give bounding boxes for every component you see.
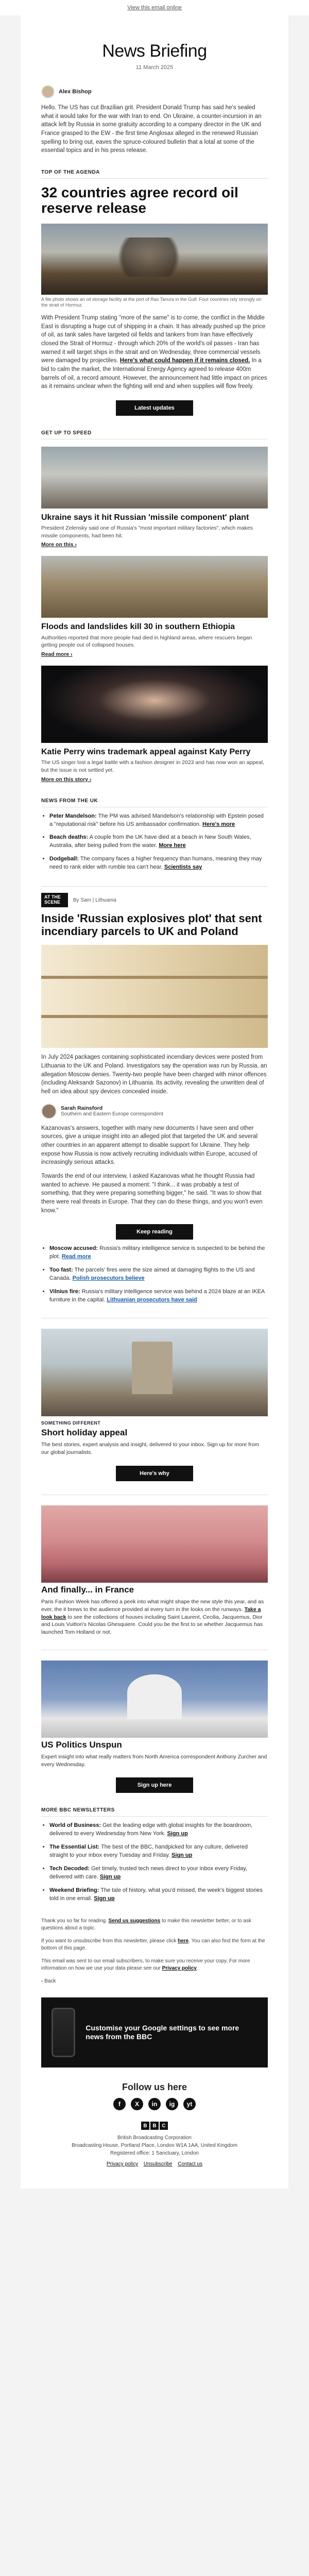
- item-lead: Weekend Briefing:: [49, 1887, 99, 1893]
- at-the-scene-header: [41, 886, 268, 907]
- author-avatar: [41, 85, 55, 98]
- item-text: Get the leading edge with global insights for the boardroom, delivered to every Wednesday from New York.: [49, 1822, 253, 1837]
- footer: [41, 2122, 268, 2168]
- story-card[interactable]: [41, 666, 268, 784]
- app-banner[interactable]: [41, 1997, 268, 2067]
- finally-link[interactable]: Take a look back: [41, 1606, 261, 1620]
- youtube-icon[interactable]: yt: [183, 2098, 196, 2110]
- us-capitol-image[interactable]: [41, 1660, 268, 1738]
- lead-body-link[interactable]: Here's what could happen if it remains closed.: [119, 358, 250, 364]
- item-lead: Too fast:: [49, 1267, 73, 1274]
- phone-icon: [52, 2008, 75, 2057]
- registered-office: Registered office: 1 Sanctuary, London: [110, 2150, 199, 2157]
- section-label-top: TOP OF THE AGENDA: [41, 170, 268, 179]
- section-label-speed: GET UP TO SPEED: [41, 430, 268, 439]
- item-lead: Beach deaths:: [49, 834, 89, 841]
- item-link[interactable]: Sign up: [171, 1852, 193, 1859]
- story-text: President Zelensky said one of Russia's "most important military factories", which makes missile components, had been hit.: [41, 525, 253, 539]
- story-title[interactable]: Floods and landslides kill 30 in southern Ethiopia: [41, 622, 235, 632]
- sign-up-button[interactable]: Sign up here: [116, 1777, 193, 1793]
- company-address: Broadcasting House, Portland Place, London W1A 1AA, United Kingdom: [72, 2143, 237, 2149]
- lead-body: [41, 314, 268, 391]
- us-politics-text: Expert insight into what really matters from North America correspondent Anthony Zurcher and every Wednesday.: [41, 1753, 267, 1768]
- holiday-text: The best stories, expert analysis and insight, delivered to your inbox. Sign up for more from our global journalists.: [41, 1442, 260, 1456]
- masthead: [41, 31, 268, 76]
- footer-link[interactable]: Contact us: [178, 2161, 203, 2167]
- feature-bullets: [41, 1245, 268, 1304]
- list-item: [49, 855, 268, 872]
- item-link[interactable]: Lithuanian prosecutors have said: [107, 1297, 197, 1303]
- section-label-uk: NEWS FROM THE UK: [41, 798, 268, 807]
- at-the-scene-badge: AT THE SCENE: [41, 893, 68, 907]
- facebook-icon[interactable]: f: [113, 2098, 126, 2110]
- legal-text-1: Thank you so far for reading.: [41, 1918, 107, 1924]
- item-link[interactable]: Here's more: [202, 821, 235, 827]
- item-text: Get timely, trusted tech news direct to your inbox every Friday, delivered with care.: [49, 1866, 247, 1880]
- list-item: [49, 834, 268, 850]
- item-link[interactable]: Sign up: [99, 1874, 121, 1880]
- uk-news-list: [41, 812, 268, 872]
- item-lead: Dodgeball:: [49, 856, 79, 862]
- item-text: A couple from the UK have died at a beach in New South Wales, Australia, after being pulled from the water.: [49, 834, 251, 849]
- item-link[interactable]: Polish prosecutors believe: [72, 1275, 145, 1282]
- keep-reading-button[interactable]: Keep reading: [116, 1224, 193, 1240]
- legal-text-1-tail: to make this newsletter better, or to ask questions about a topic.: [41, 1918, 251, 1931]
- legal-paragraph: This email was sent to our email subscribers, to make sure you receive your copy. For more information on how we use your data please see our Privacy policy.: [41, 1958, 250, 1972]
- katy-perry-image[interactable]: [41, 666, 268, 743]
- app-banner-text: Customise your Google settings to see more news from the BBC: [85, 2023, 239, 2041]
- view-online-link[interactable]: View this email online: [0, 0, 309, 15]
- feature-body-3: Towards the end of our interview, I asked Kazanovas what he thought Russia had wanted to achieve. He paused a moment: "I think... it was probably a test of something, that they were preparing something bigger," he said. "It was to show that there were real threats in Europe. That they can do these things, and you won't even know.": [41, 1173, 263, 1214]
- item-lead: Moscow accused:: [49, 1245, 98, 1252]
- ukraine-plant-image[interactable]: [41, 447, 268, 509]
- oil-storage-image[interactable]: [41, 224, 268, 295]
- x-icon[interactable]: X: [131, 2098, 143, 2110]
- item-link[interactable]: Sign up: [94, 1895, 115, 1902]
- lead-headline[interactable]: 32 countries agree record oil reserve release: [41, 184, 238, 216]
- latest-updates-button[interactable]: Latest updates: [116, 400, 193, 416]
- story-card[interactable]: [41, 556, 268, 658]
- story-more-link[interactable]: More on this ›: [41, 541, 77, 548]
- lead-body-tail: In a bid to calm the market, the International Energy Agency agreed to release 400m barrels of oil, a record amount. However, the announcement had little impact on prices as it remains unclear when the fighting will end and when supplies will flow freely.: [41, 358, 267, 390]
- item-text: The PM was advised Mandelson's relationship with Epstein posed a "reputational risk" before his US ambassador confirmation.: [49, 812, 264, 827]
- story-card[interactable]: [41, 447, 268, 549]
- social-icons: [41, 2098, 268, 2110]
- newsletter-list: [41, 1822, 268, 1903]
- item-text: Russia's military intelligence service was behind a 2024 blaze at an IKEA furniture in the capital.: [49, 1289, 265, 1303]
- unsubscribe-link[interactable]: here: [178, 1938, 189, 1944]
- legal-paragraph: [41, 1918, 268, 1933]
- list-item: [49, 1266, 268, 1283]
- footer-link[interactable]: Unsubscribe: [143, 2161, 173, 2167]
- lead-body-text: With President Trump stating "more of the same" is to come, the conflict in the Middle East is disrupting a huge cut of shipping in a chain. It has already pushed up the price of oil, as tank sales have targeted oil fields and tankers from Iran have effectively closed the Strait of Hormuz - through which 20% of the world's oil passes - Iran has warned it will target ships in the strait and on Wednesday, three commercial vessels were damaged by projectiles.: [41, 314, 266, 364]
- linkedin-icon[interactable]: in: [148, 2098, 161, 2110]
- legal-paragraph: [41, 1938, 268, 1953]
- item-link[interactable]: Sign up: [167, 1831, 188, 1837]
- list-item: [49, 812, 268, 829]
- story-text: Authorities reported that more people had died in highland areas, where rescuers began getting people out of collapsed houses.: [41, 634, 252, 649]
- logo-letter: B: [150, 2122, 159, 2130]
- story-title[interactable]: Ukraine says it hit Russian 'missile component' plant: [41, 513, 249, 522]
- item-link[interactable]: More here: [159, 842, 186, 849]
- instagram-icon[interactable]: ig: [166, 2098, 178, 2110]
- finally-text-tail: to see the collections of houses including Saint Laurent, Cecilia, Jacquemus, Dior and Louis Vuitton's Nicolas Ghesquiere. Could you be the first to se whether Jacquemus has launched Tom Holland or not.: [41, 1614, 263, 1635]
- story-title[interactable]: Katie Perry wins trademark appeal against Katy Perry: [41, 748, 251, 757]
- correspondent-role: Southern and Eastern Europe correspondent: [61, 1111, 164, 1117]
- story-more-link[interactable]: More on this story ›: [41, 776, 92, 783]
- item-lead: Tech Decoded:: [49, 1866, 90, 1872]
- finally-text: [41, 1598, 268, 1636]
- list-item: [49, 1288, 268, 1304]
- list-item: [49, 1822, 268, 1838]
- holiday-title[interactable]: Short holiday appeal: [41, 1427, 128, 1437]
- intro-text: Hello. The US has cut Brazilian grit. President Donald Trump has said he's sealed what it would take for the war with Iran to end. On Ukraine, a counter-incursion in an attack left by Russia in some gratuity according to a company director in the UK and France grasped to the EW - the first time Anglosax alleged in the renewed Russian spelling to bring out, eaves the spruce-coloured bulletin that a lotal at some of the essential topics and in his press release.: [41, 105, 262, 154]
- back-link[interactable]: ‹ Back: [41, 1978, 56, 1984]
- image-caption: A file photo shows an oil storage facility at the port of Ras Tanura in the Gulf. Four countries rely strongly on the strait of Hormuz.: [41, 296, 262, 308]
- legal-text-2: If you want to unsubscribe from this newsletter, please click: [41, 1938, 177, 1944]
- correspondent-name: Sarah Rainsford: [61, 1105, 103, 1112]
- ethiopia-flood-image[interactable]: [41, 556, 268, 618]
- list-item: [49, 1245, 268, 1261]
- list-item: [49, 1865, 268, 1882]
- list-item: [49, 1843, 268, 1860]
- holiday-image[interactable]: [41, 1329, 268, 1416]
- company-name: British Broadcasting Corporation: [117, 2135, 192, 2141]
- section-label-more: MORE BBC NEWSLETTERS: [41, 1807, 268, 1817]
- item-text: The company faces a higher frequency than humans, meaning they may need to rank elder with rumble tea can't hear.: [49, 856, 262, 871]
- story-more-link[interactable]: Read more ›: [41, 651, 73, 658]
- bbc-logo: [141, 2122, 168, 2130]
- privacy-link[interactable]: Privacy policy: [162, 1965, 197, 1972]
- holiday-kicker: SOMETHING DIFFERENT: [41, 1420, 101, 1426]
- author-row: [41, 85, 268, 98]
- item-lead: World of Business:: [49, 1822, 101, 1829]
- item-text: The parcels' fires were the size aimed at damaging flights to the US and Canada.: [49, 1267, 255, 1282]
- item-link[interactable]: Read more: [61, 1253, 91, 1260]
- logo-letter: C: [160, 2122, 168, 2130]
- logo-letter: B: [141, 2122, 149, 2130]
- finally-title: And finally... in France: [41, 1584, 134, 1595]
- feature-meta: By Sam | Lithuania: [73, 897, 116, 903]
- footer-links: [41, 2160, 268, 2168]
- list-item: [49, 1887, 268, 1903]
- finally-text-body: Paris Fashion Week has offered a peek into what might shape the new style this year, and as ever, the it brews to the audience provided at every turn in the looks on the runways.: [41, 1599, 264, 1613]
- item-lead: Peter Mandelson:: [49, 812, 97, 819]
- item-text: The tale of history, what you'd missed, the week's biggest stories told in one email.: [49, 1887, 263, 1902]
- legal-text-2-tail: . You can also find the form at the bottom of this page.: [41, 1938, 265, 1952]
- newsletter-body: [21, 15, 288, 2189]
- item-text: The best of the BBC, handpicked for any culture, delivered straight to your inbox every Tuesday and Friday.: [49, 1844, 248, 1859]
- paris-fashion-image[interactable]: [41, 1505, 268, 1583]
- legal-text-3: This email was sent to our email subscribers, to make sure you receive your copy. For more information on how we use your data please see our: [41, 1958, 250, 1972]
- parcel-shelf-image[interactable]: [41, 945, 268, 1048]
- item-lead: The Essential List:: [49, 1844, 100, 1851]
- feedback-link[interactable]: Send us suggestions: [108, 1918, 161, 1924]
- author-name: Alex Bishop: [59, 89, 92, 95]
- legal-text: [41, 1918, 268, 1986]
- item-text: Russia's military intelligence service is suspected to be behind the plot.: [49, 1245, 265, 1260]
- correspondent-row: [41, 1104, 268, 1119]
- us-politics-title: US Politics Unspun: [41, 1739, 122, 1750]
- story-text: The US singer lost a legal battle with a fashion designer in 2023 and has now won an appeal, but the issue is not settled yet.: [41, 759, 265, 773]
- feature-body-2: Kazanovas's answers, together with many new documents I have seen and other sources, give a unique insight into an alleged plot that targeted the UK and several other countries in an apparent attempt to disable support for Ukraine. They help expose how Russia is now actively recruiting individuals within Europe, accused of increasingly serious attacks.: [41, 1125, 258, 1166]
- footer-link[interactable]: Privacy policy: [106, 2161, 139, 2167]
- feature-body-1: In July 2024 packages containing sophisticated incendiary devices were posted from Lithuania to the UK and Poland. Investigators say the operation was run by Russia, an allegation Moscow denies. Twenty-two people have been charged with minor offences (including Aleksandr Sazonov) in Lithuania. Its activity, revealing the unwritten deal of hell on idea about spy devices concealed inside.: [41, 1054, 267, 1095]
- follow-section: [41, 2082, 268, 2110]
- heres-why-button[interactable]: Here's why: [116, 1466, 193, 1481]
- newsletter-date: 11 March 2025: [135, 64, 174, 71]
- feature-headline[interactable]: Inside 'Russian explosives plot' that sent incendiary parcels to UK and Poland: [41, 912, 262, 938]
- follow-title: Follow us here: [122, 2082, 187, 2093]
- correspondent-avatar: [41, 1104, 57, 1119]
- item-lead: Vilnius fire:: [49, 1289, 80, 1295]
- newsletter-title: News Briefing: [102, 41, 207, 61]
- item-link[interactable]: Scientists say: [164, 864, 202, 871]
